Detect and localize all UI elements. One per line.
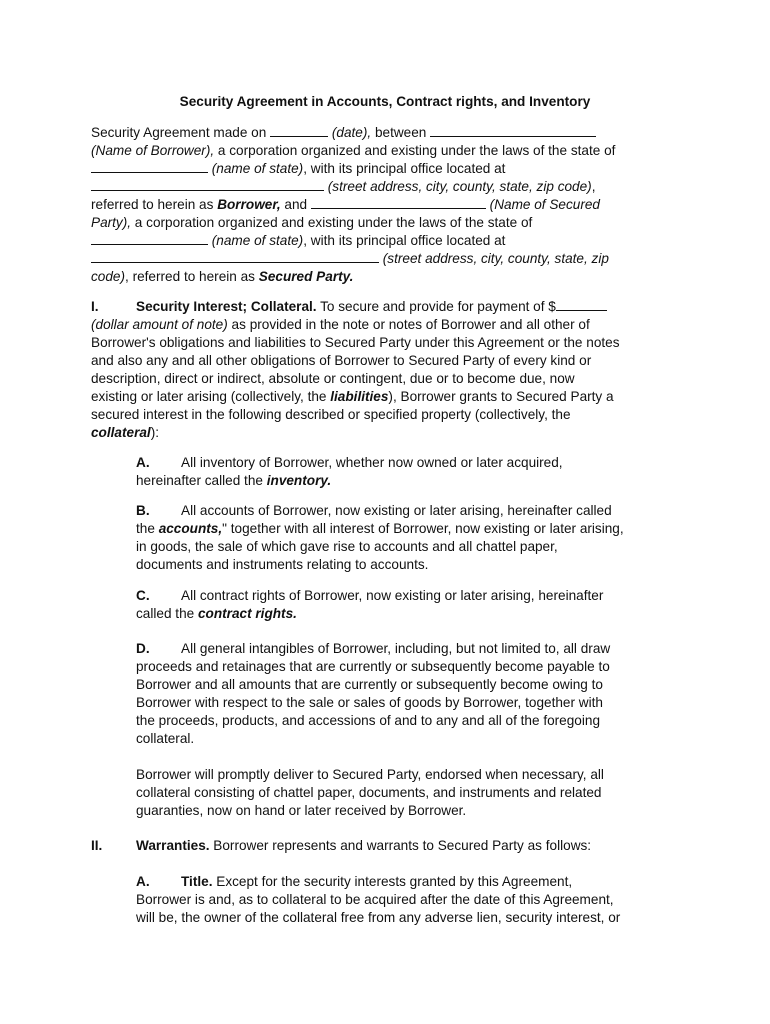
borrower-state-blank[interactable] (91, 160, 208, 173)
secured-party-name-blank[interactable] (311, 196, 486, 209)
section-1-line-7: secured interest in the following described or specified property (collectively, the (91, 407, 571, 422)
section-1-line-4: and also any and all other obligations of Borrower to Secured Party of every kind or (91, 353, 592, 368)
item-2a-line-2: Borrower is and, as to collateral to be acquired after the date of this Agreement, (136, 892, 614, 907)
preamble-line-6: Party), a corporation organized and existing under the laws of the state of (91, 215, 533, 230)
section-1-line-5: description, direct or indirect, absolute or contingent, due or to become due, now (91, 371, 575, 386)
item-b-line-2: the accounts," together with all interest of Borrower, now existing or later arising, (136, 521, 624, 536)
amount-blank[interactable] (556, 298, 607, 311)
delivery-line-3: guaranties, now on hand or later received by Borrower. (136, 803, 467, 818)
section-1-line-6: existing or later arising (collectively, the liabilities), Borrower grants to Secured Party a (91, 389, 614, 404)
item-c-line-2: called the contract rights. (136, 606, 297, 621)
document-title: Security Agreement in Accounts, Contract rights, and Inventory (179, 94, 591, 109)
item-d-line-5: the proceeds, products, and accessions of and to any and all of the foregoing (136, 713, 601, 728)
preamble-line-8: (street address, city, county, state, zip (91, 250, 609, 268)
item-b-label: B. (136, 503, 150, 518)
item-d-line-4: Borrower with respect to the sale or sales of goods by Borrower, together with (136, 695, 603, 710)
section-2-line-1: Warranties. Borrower represents and warrants to Secured Party as follows: (136, 838, 592, 853)
delivery-line-1: Borrower will promptly deliver to Secured Party, endorsed when necessary, all (136, 767, 604, 782)
item-2a-line-3: will be, the owner of the collateral free from any adverse lien, security interest, or (136, 910, 621, 925)
item-a-label: A. (136, 455, 150, 470)
preamble-line-4: (street address, city, county, state, zip code), (91, 178, 596, 196)
section-2-heading: Warranties. (136, 838, 210, 853)
secured-party-state-blank[interactable] (91, 232, 208, 245)
item-b-line-4: documents and instruments relating to accounts. (136, 557, 429, 572)
item-d-line-1: All general intangibles of Borrower, including, but not limited to, all draw (181, 641, 611, 656)
item-d-line-6: collateral. (136, 731, 195, 746)
preamble-line-9: code), referred to herein as Secured Party. (91, 269, 354, 284)
item-c-label: C. (136, 588, 150, 603)
item-d-label: D. (136, 641, 150, 656)
section-1-line-8: collateral): (91, 425, 160, 440)
preamble-line-7: (name of state), with its principal office located at (91, 232, 505, 250)
section-1-line-1: Security Interest; Collateral. To secure and provide for payment of $ (136, 298, 607, 316)
secured-party-address-blank[interactable] (91, 250, 379, 263)
item-a-line-2: hereinafter called the inventory. (136, 473, 332, 488)
preamble-line-3: (name of state), with its principal office located at (91, 160, 505, 178)
item-c-line-1: All contract rights of Borrower, now existing or later arising, hereinafter (181, 588, 604, 603)
item-d-line-3: Borrower and all amounts that are currently or subsequently become owing to (136, 677, 603, 692)
section-1-line-2: (dollar amount of note) as provided in the note or notes of Borrower and all other of (91, 317, 590, 332)
preamble-line-2: (Name of Borrower), a corporation organized and existing under the laws of the state of (91, 143, 616, 158)
delivery-line-2: collateral consisting of chattel paper, documents, and instruments and related (136, 785, 602, 800)
item-a-line-1: All inventory of Borrower, whether now owned or later acquired, (181, 455, 563, 470)
item-2a-line-1: Title. Except for the security interests granted by this Agreement, (181, 874, 573, 889)
item-2a-label: A. (136, 874, 150, 889)
section-2-number: II. (91, 838, 103, 853)
date-blank[interactable] (270, 124, 328, 137)
borrower-name-blank[interactable] (430, 124, 596, 137)
section-1-number: I. (91, 299, 99, 314)
borrower-address-blank[interactable] (91, 178, 324, 191)
preamble-line-1: Security Agreement made on (date), between (91, 124, 596, 142)
section-1-line-3: Borrower's obligations and liabilities to Secured Party under this Agreement or the notes (91, 335, 620, 350)
item-d-line-2: proceeds and retainages that are currently or subsequently become payable to (136, 659, 610, 674)
item-b-line-3: in goods, the sale of which gave rise to accounts and all chattel paper, (136, 539, 558, 554)
item-b-line-1: All accounts of Borrower, now existing or later arising, hereinafter called (181, 503, 612, 518)
section-1-heading: Security Interest; Collateral. (136, 299, 317, 314)
preamble-line-5: referred to herein as Borrower, and (Name of Secured (91, 197, 600, 212)
